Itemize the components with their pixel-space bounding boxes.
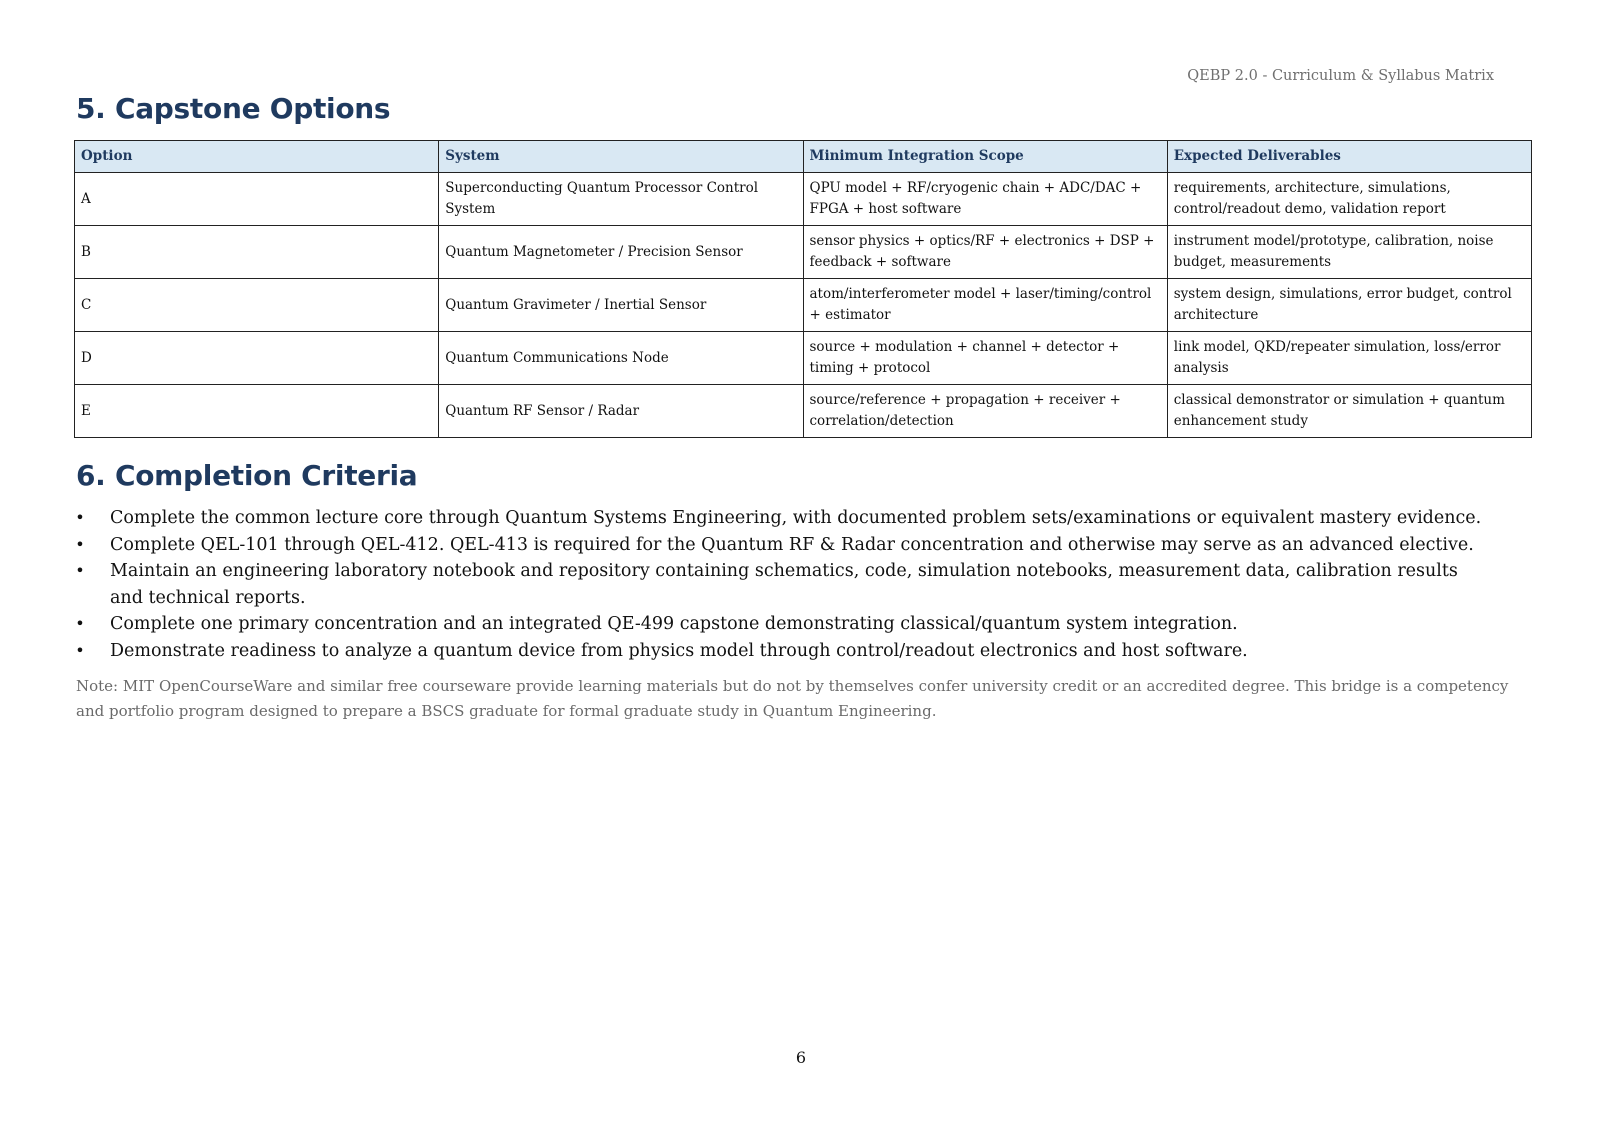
list-item (74, 558, 1494, 611)
bullet-icon: • (75, 561, 85, 580)
bullet-icon: • (75, 640, 85, 660)
list-item-text: Complete one primary concentration and an integrated QE-499 capstone demonstrating classical/quantum system integration. (110, 614, 1238, 634)
table-row (75, 173, 1532, 226)
list-item-text: Complete QEL-101 through QEL-412. QEL-413 is required for the Quantum RF & Radar concentration and otherwise may serve as an advanced elective. (110, 534, 1474, 555)
table-row (75, 226, 1532, 279)
table-row (75, 279, 1532, 332)
system-cell: Quantum RF Sensor / Radar (439, 385, 803, 438)
table-row (75, 332, 1532, 385)
option-cell: E (75, 385, 439, 438)
completion-criteria-list (74, 505, 1494, 664)
section-heading-completion-criteria: 6. Completion Criteria (76, 459, 418, 492)
system-cell: Quantum Communications Node (439, 332, 803, 385)
bullet-icon: • (75, 614, 85, 633)
deliverables-cell: system design, simulations, error budget, control architecture (1167, 279, 1531, 332)
system-cell: Quantum Gravimeter / Inertial Sensor (439, 279, 803, 332)
option-cell: B (75, 226, 439, 279)
list-item (74, 532, 1494, 559)
disclaimer-note: Note: MIT OpenCourseWare and similar free courseware provide learning materials but do not by themselves confer university credit or an accredited degree. This bridge is a competency and portfolio program designed to prepare a BSCS graduate for formal graduate study in Quantum Engineering. (76, 677, 1509, 720)
list-item (74, 505, 1494, 532)
column-header-integration-scope: Minimum Integration Scope (803, 141, 1167, 173)
table-header-row (75, 141, 1532, 173)
option-cell: A (75, 173, 439, 226)
integration-scope-cell: atom/interferometer model + laser/timing/control + estimator (803, 279, 1167, 332)
deliverables-cell: instrument model/prototype, calibration, noise budget, measurements (1167, 226, 1531, 279)
integration-scope-cell: source + modulation + channel + detector + timing + protocol (803, 332, 1167, 385)
column-header-option: Option (75, 141, 439, 173)
bullet-icon: • (75, 508, 85, 527)
column-header-system: System (439, 141, 803, 173)
system-cell: Superconducting Quantum Processor Control System (439, 173, 803, 226)
section-heading-capstone-options: 5. Capstone Options (76, 92, 391, 125)
integration-scope-cell: QPU model + RF/cryogenic chain + ADC/DAC + FPGA + host software (803, 173, 1167, 226)
option-cell: C (75, 279, 439, 332)
deliverables-cell: requirements, architecture, simulations, control/readout demo, validation report (1167, 173, 1531, 226)
list-item-text: Demonstrate readiness to analyze a quantum device from physics model through control/readout electronics and host software. (110, 640, 1248, 661)
table-row (75, 385, 1532, 438)
list-item (74, 611, 1494, 638)
integration-scope-cell: source/reference + propagation + receiver + correlation/detection (803, 385, 1167, 438)
page-number: 6 (795, 1048, 807, 1067)
deliverables-cell: classical demonstrator or simulation + quantum enhancement study (1167, 385, 1531, 438)
list-item (74, 638, 1494, 665)
option-cell: D (75, 332, 439, 385)
deliverables-cell: link model, QKD/repeater simulation, loss/error analysis (1167, 332, 1531, 385)
bullet-icon: • (75, 534, 85, 554)
capstone-options-table (74, 140, 1532, 438)
list-item-text: Maintain an engineering laboratory notebook and repository containing schematics, code, simulation notebooks, measurement data, calibration results and technical reports. (110, 561, 1458, 608)
integration-scope-cell: sensor physics + optics/RF + electronics + DSP + feedback + software (803, 226, 1167, 279)
column-header-deliverables: Expected Deliverables (1167, 141, 1531, 173)
system-cell: Quantum Magnetometer / Precision Sensor (439, 226, 803, 279)
running-header: QEBP 2.0 - Curriculum & Syllabus Matrix (1187, 68, 1494, 84)
list-item-text: Complete the common lecture core through Quantum Systems Engineering, with documented problem sets/examinations or equivalent mastery evidence. (110, 508, 1482, 528)
